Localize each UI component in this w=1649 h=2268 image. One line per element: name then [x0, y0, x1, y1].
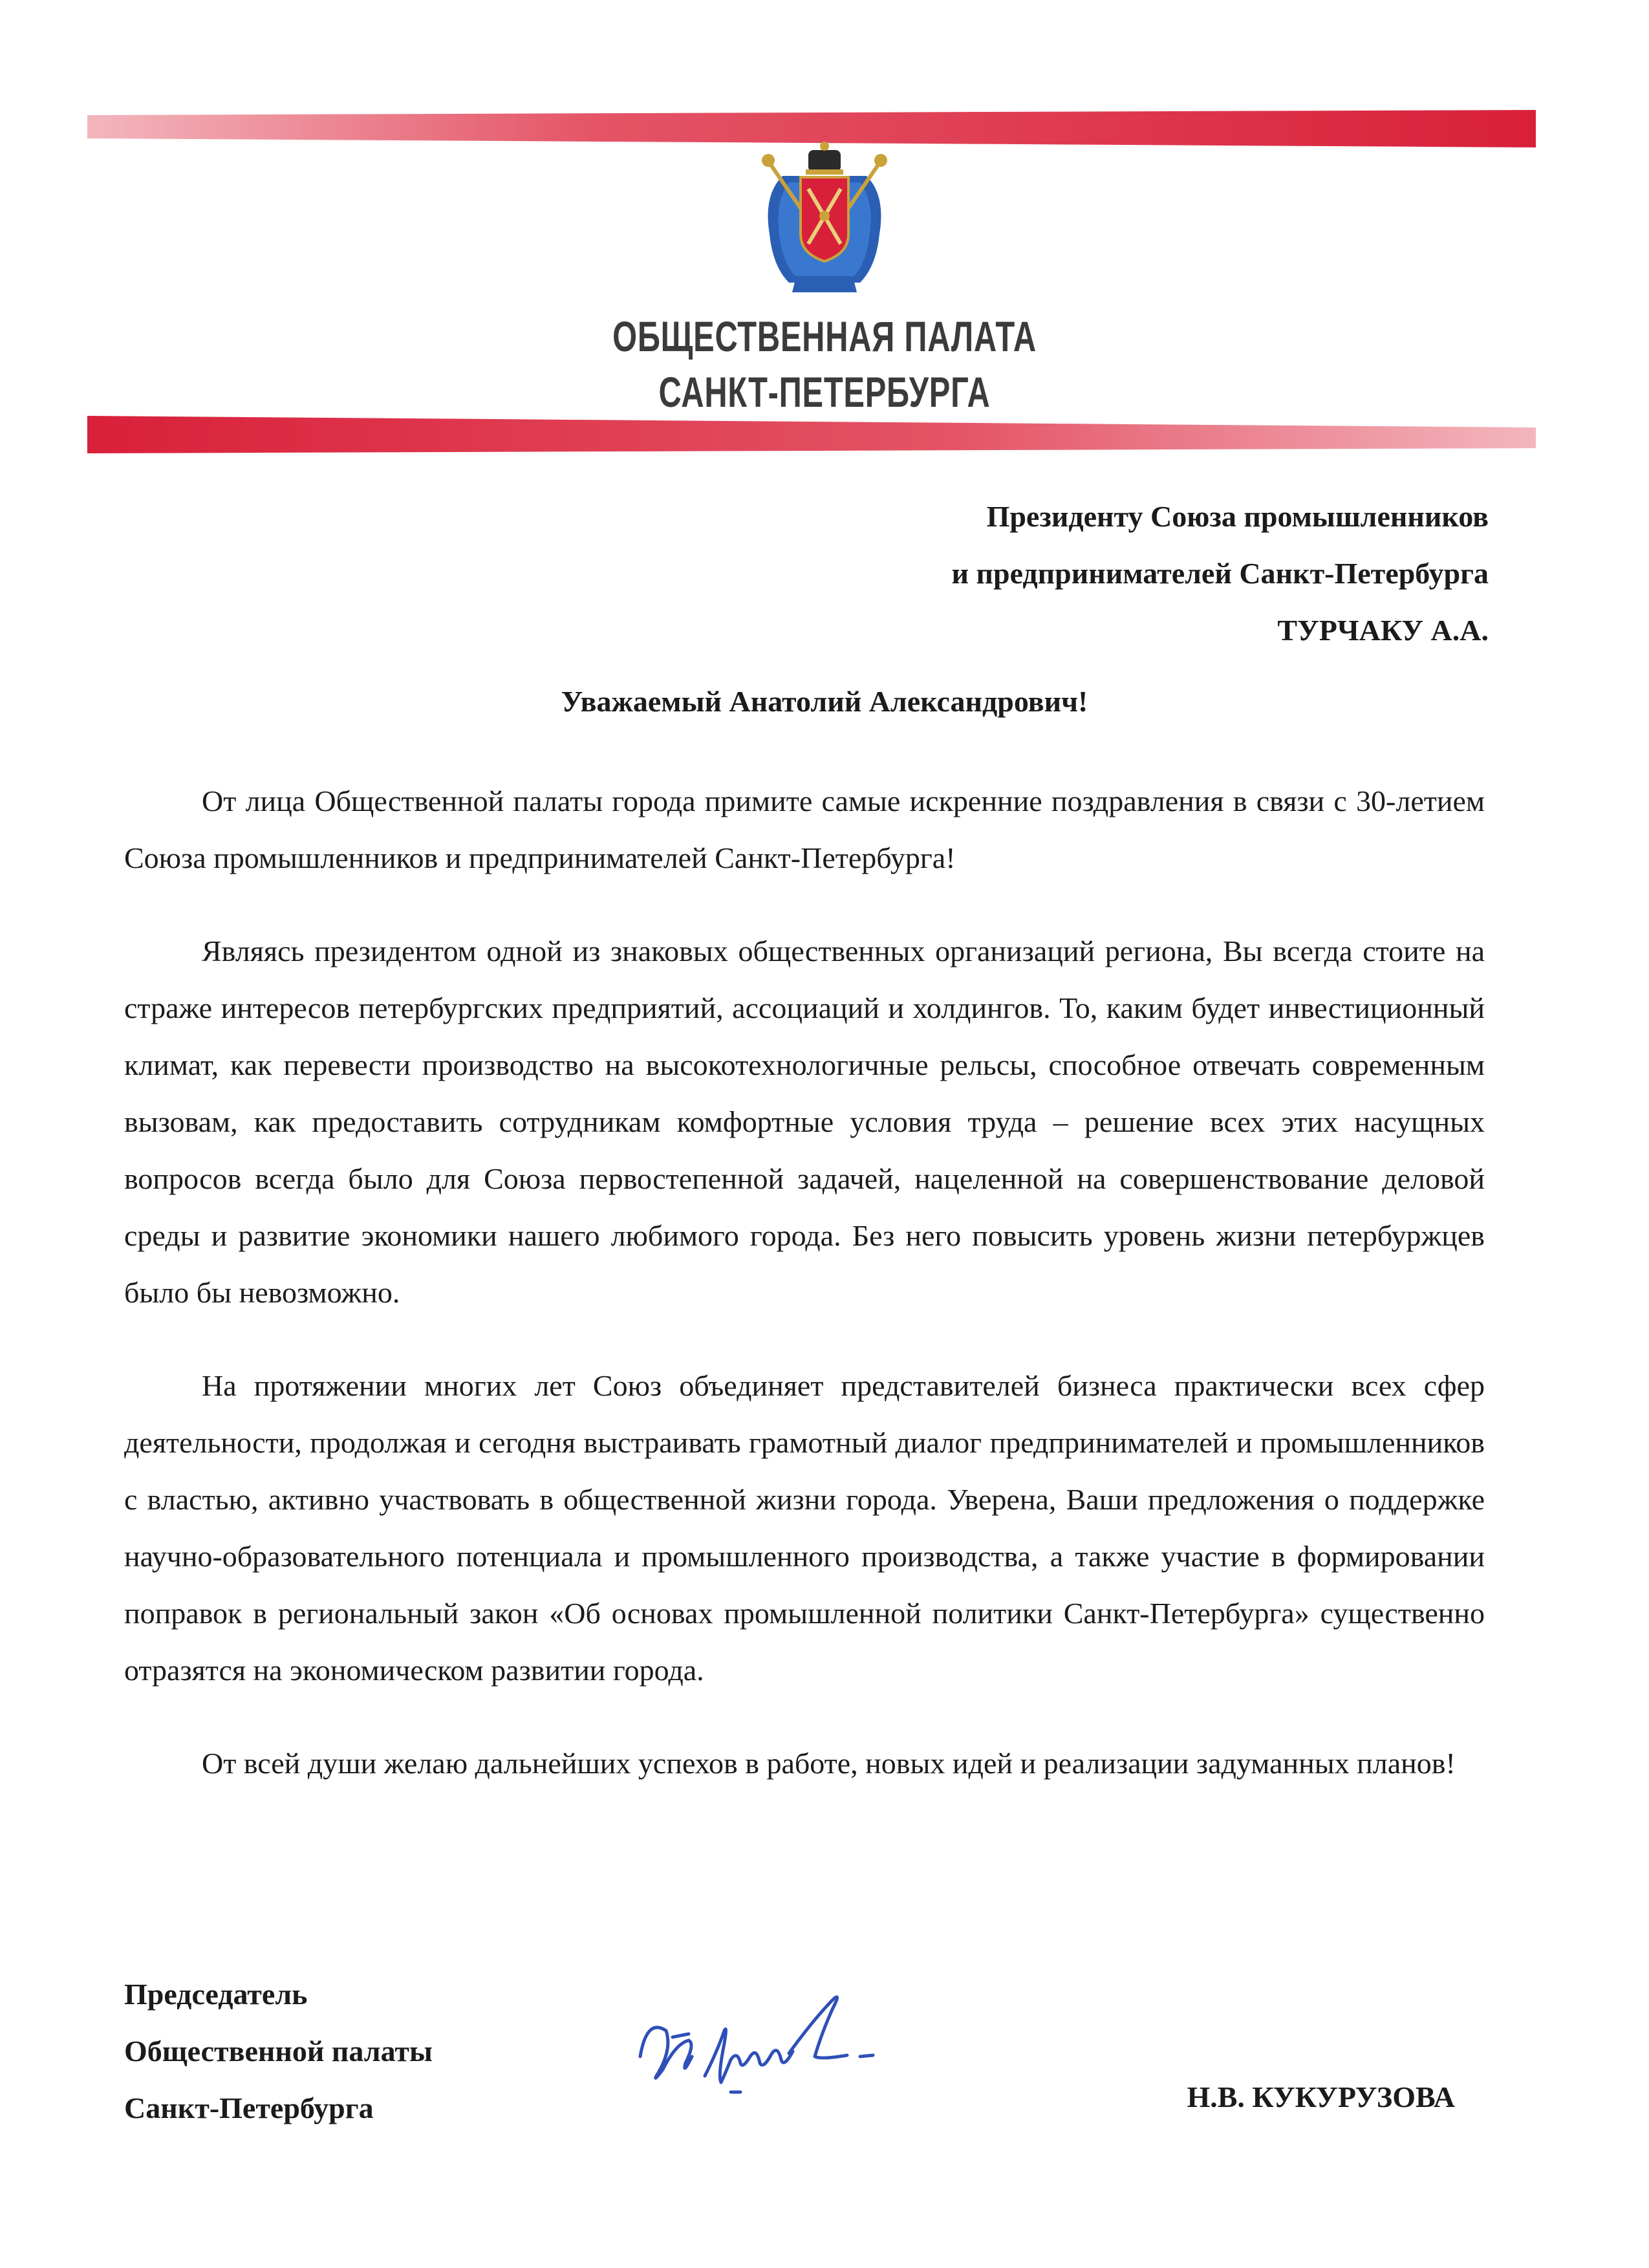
- addressee-block: [519, 488, 1489, 659]
- signatory-title-line-3: Санкт-Петербурга: [124, 2091, 374, 2124]
- paragraph: На протяжении многих лет Союз объединяет представителей бизнеса практически всех сфер деятельности, продолжая и сегодня выстраивать грамотный диалог предпринимателей и промышленников с властью, активно участвовать в общественной жизни города. Уверена, Ваши предложения о поддержке научно-образовательного потенциала и промышленного производства, а также участие в формировании поправок в региональный закон «Об основах промышленной политики Санкт-Петербурга» существенно отразятся на экономическом развитии города.: [124, 1369, 1485, 1687]
- paragraph: Являясь президентом одной из знаковых общественных организаций региона, Вы всегда стоите на страже интересов петербургских предприятий, ассоциаций и холдингов. То, каким будет инвестиционный климат, как перевести производство на высокотехнологичные рельсы, способное отвечать современным вызовам, как предоставить сотрудникам комфортные условия труда – решение всех этих насущных вопросов всегда было для Союза первостепенной задачей, нацеленной на совершенствование деловой среды и развитие экономики нашего любимого города. Без него повысить уровень жизни петербуржцев было бы невозможно.: [124, 934, 1485, 1309]
- signatory-name: Н.В. КУКУРУЗОВА: [1187, 2080, 1455, 2113]
- handwritten-signature-icon: [627, 1979, 912, 2108]
- org-name-line-2: САНКТ-ПЕТЕРБУРГА: [658, 368, 991, 416]
- signatory-title-line-1: Председатель: [124, 1978, 308, 2011]
- salutation: Уважаемый Анатолий Александрович!: [561, 685, 1088, 718]
- addressee-line-1: Президенту Союза промышленников: [986, 500, 1489, 533]
- paragraph: От лица Общественной палаты города примите самые искренние поздравления в связи с 30-летием Союза промышленников и предпринимателей Санкт-Петербурга!: [124, 784, 1485, 874]
- addressee-line-2: и предпринимателей Санкт-Петербурга: [951, 557, 1489, 590]
- signatory-title-line-2: Общественной палаты: [124, 2035, 433, 2068]
- coat-of-arms-icon: [744, 137, 905, 305]
- signatory-title: [124, 1966, 433, 2137]
- addressee-line-3: ТУРЧАКУ А.А.: [1277, 614, 1489, 647]
- letterhead-band-bottom: [87, 416, 1536, 453]
- paragraph: От всей души желаю дальнейших успехов в работе, новых идей и реализации задуманных планов!: [202, 1747, 1456, 1780]
- org-name-line-1: ОБЩЕСТВЕННАЯ ПАЛАТА: [612, 312, 1037, 360]
- letter-body: [124, 773, 1485, 1828]
